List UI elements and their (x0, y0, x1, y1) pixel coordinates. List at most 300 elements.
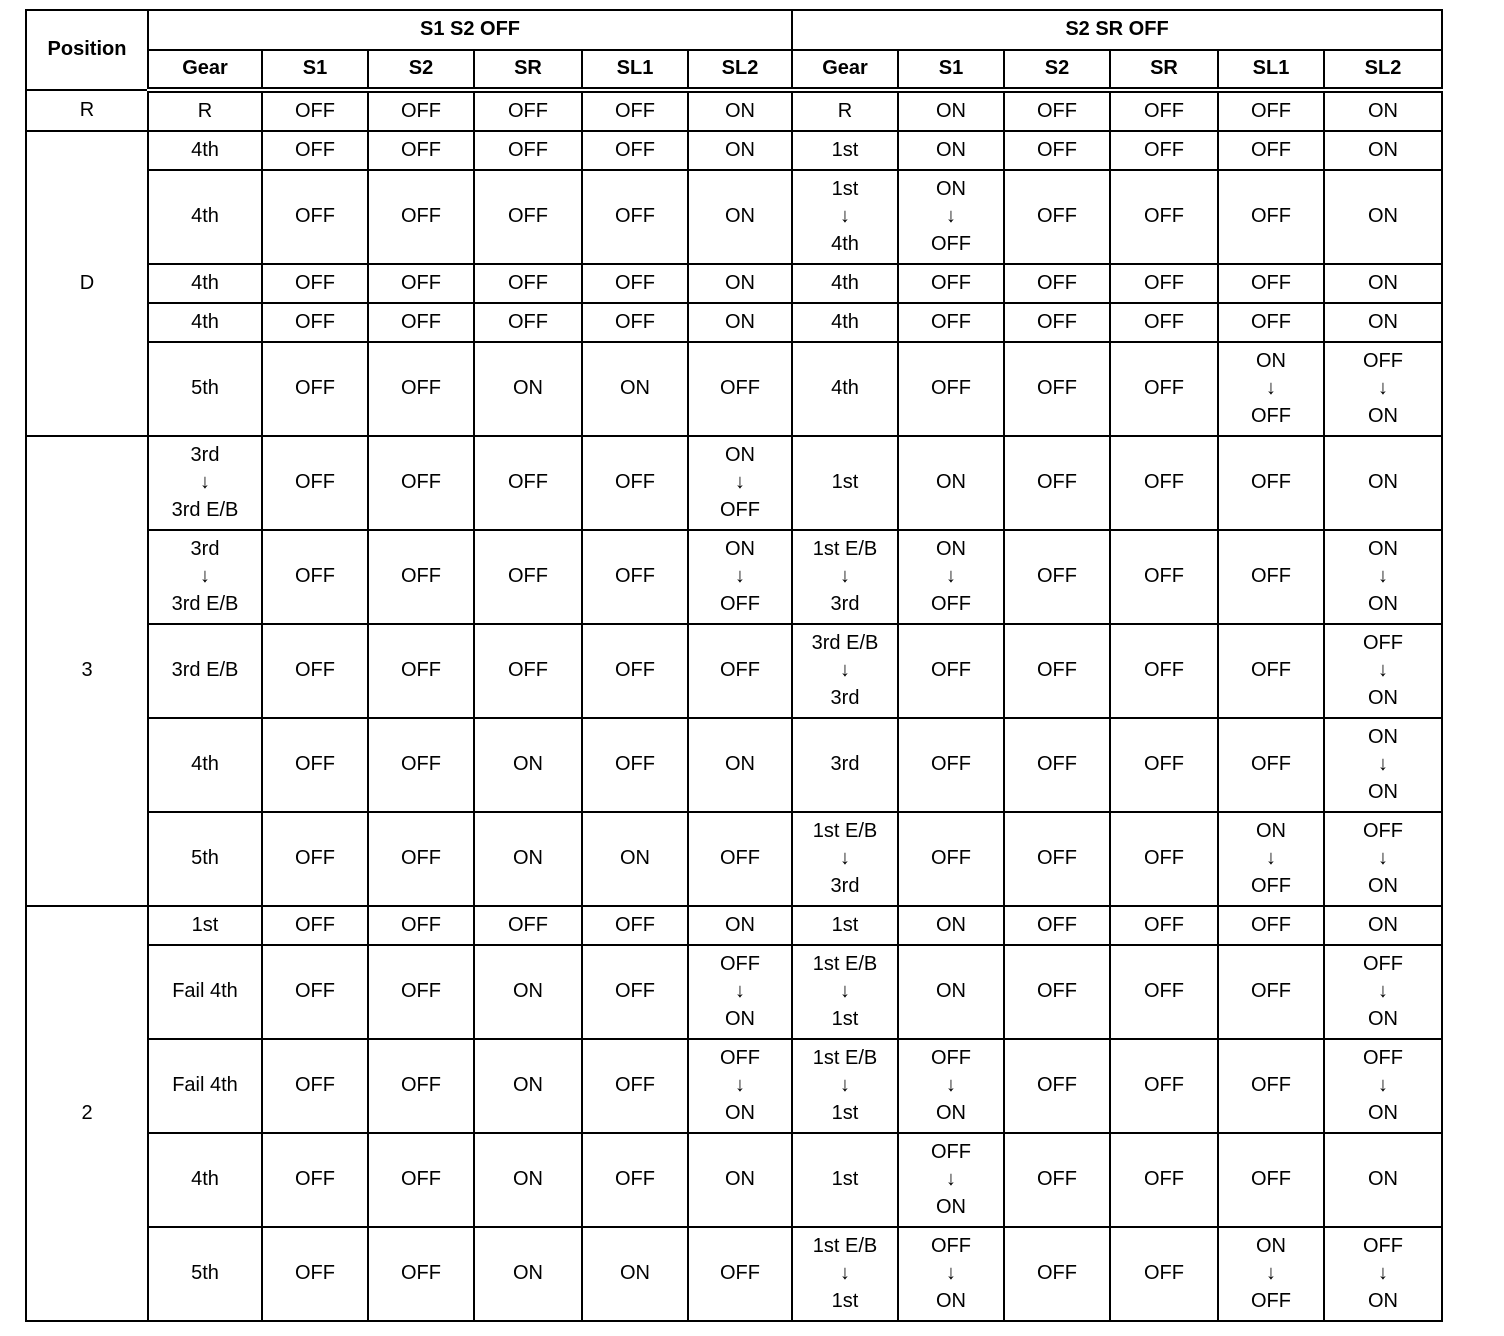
g1-sl1-cell: OFF (582, 906, 688, 945)
g1-sr-cell: OFF (474, 436, 582, 530)
g2-sl2-cell (1324, 1227, 1442, 1321)
header-group-s2-sr-off: S2 SR OFF (792, 10, 1442, 50)
arrow-down-icon: ↓ (735, 980, 745, 1003)
g2-gear-cell: 4th (792, 303, 898, 342)
arrow-down-icon: ↓ (1378, 377, 1388, 400)
g2-gear-cell (792, 624, 898, 718)
g2-gear-cell (792, 812, 898, 906)
g1-sl2-cell: ON (688, 718, 792, 812)
g1-s1-cell: OFF (262, 1133, 368, 1227)
g1-sr-cell: ON (474, 945, 582, 1039)
g1-gear-cell: Fail 4th (148, 1039, 262, 1133)
transition-from: 1st (831, 177, 859, 200)
g2-sl2-cell: ON (1324, 436, 1442, 530)
g2-s1-cell (898, 170, 1004, 264)
table-row (26, 718, 1442, 812)
g1-gear-cell: 4th (148, 170, 262, 264)
transition-from: OFF (1363, 1234, 1403, 1257)
g2-sr-cell: OFF (1110, 264, 1218, 303)
g2-s2-cell: OFF (1004, 342, 1110, 436)
g2-sl2-cell (1324, 1039, 1442, 1133)
transition-from: ON (1256, 819, 1286, 842)
g1-s2-cell: OFF (368, 131, 474, 170)
g2-gear-cell (792, 1227, 898, 1321)
g2-sl1-cell (1218, 1227, 1324, 1321)
transition-from: OFF (931, 1046, 971, 1069)
g1-sr-cell: OFF (474, 530, 582, 624)
transition-to: 3rd (830, 874, 860, 897)
header-col-s1: S1 (898, 50, 1004, 90)
g2-sl1-cell: OFF (1218, 131, 1324, 170)
g2-sl2-cell: ON (1324, 1133, 1442, 1227)
g2-s1-cell: OFF (898, 718, 1004, 812)
g2-s2-cell: OFF (1004, 530, 1110, 624)
table-row (26, 1039, 1442, 1133)
g1-s1-cell: OFF (262, 906, 368, 945)
transition-from: ON (725, 443, 755, 466)
g2-s1-cell: ON (898, 906, 1004, 945)
transition-to: ON (725, 1101, 755, 1124)
transition-to: OFF (1251, 874, 1291, 897)
table-row (26, 624, 1442, 718)
g2-sl1-cell: OFF (1218, 264, 1324, 303)
g2-s1-cell: ON (898, 131, 1004, 170)
g1-s2-cell: OFF (368, 90, 474, 131)
g1-sr-cell: ON (474, 342, 582, 436)
g2-sl1-cell: OFF (1218, 1133, 1324, 1227)
g2-sl1-cell (1218, 342, 1324, 436)
header-col-s2: S2 (1004, 50, 1110, 90)
transition-to: ON (1368, 874, 1398, 897)
g2-sl1-cell: OFF (1218, 170, 1324, 264)
g1-sl1-cell: OFF (582, 1039, 688, 1133)
g2-sl2-cell: ON (1324, 131, 1442, 170)
g2-sl2-cell: ON (1324, 264, 1442, 303)
transition-to: ON (1368, 780, 1398, 803)
transition-from: ON (1256, 1234, 1286, 1257)
g2-sl2-cell: ON (1324, 906, 1442, 945)
g1-s1-cell: OFF (262, 1227, 368, 1321)
g1-s2-cell: OFF (368, 906, 474, 945)
g1-sl2-cell: OFF (688, 1227, 792, 1321)
arrow-down-icon: ↓ (1378, 565, 1388, 588)
g1-sl2-cell: ON (688, 170, 792, 264)
table-row (26, 342, 1442, 436)
g2-sl2-cell: ON (1324, 90, 1442, 131)
g2-gear-cell: 3rd (792, 718, 898, 812)
transition-from: 1st E/B (812, 1046, 878, 1069)
g1-sl2-cell: OFF (688, 812, 792, 906)
transition-to: 3rd E/B (171, 592, 239, 615)
arrow-down-icon: ↓ (946, 1168, 956, 1191)
transition-from: OFF (1363, 1046, 1403, 1069)
table-row (26, 131, 1442, 170)
g2-gear-cell: 1st (792, 436, 898, 530)
g1-s1-cell: OFF (262, 945, 368, 1039)
g1-s2-cell: OFF (368, 436, 474, 530)
g1-sr-cell: OFF (474, 624, 582, 718)
header-col-sr: SR (474, 50, 582, 90)
g2-sr-cell: OFF (1110, 1227, 1218, 1321)
g1-sl1-cell: OFF (582, 90, 688, 131)
g2-sr-cell: OFF (1110, 170, 1218, 264)
g2-s2-cell: OFF (1004, 906, 1110, 945)
arrow-down-icon: ↓ (1266, 1262, 1276, 1285)
g1-gear-cell: 4th (148, 718, 262, 812)
g2-s2-cell: OFF (1004, 90, 1110, 131)
g2-s2-cell: OFF (1004, 131, 1110, 170)
header-position: Position (26, 10, 148, 90)
g1-sl2-cell: ON (688, 1133, 792, 1227)
transition-to: 3rd (830, 686, 860, 709)
g1-sr-cell: OFF (474, 303, 582, 342)
transition-to: ON (1368, 686, 1398, 709)
g1-sl1-cell: OFF (582, 131, 688, 170)
g1-sl2-cell: ON (688, 131, 792, 170)
g1-gear-cell: 5th (148, 812, 262, 906)
transition-to: OFF (1251, 1289, 1291, 1312)
transition-from: ON (936, 177, 966, 200)
transition-to: 3rd E/B (171, 498, 239, 521)
g2-gear-cell (792, 1039, 898, 1133)
g1-s1-cell: OFF (262, 718, 368, 812)
arrow-down-icon: ↓ (1378, 1074, 1388, 1097)
g2-s2-cell: OFF (1004, 170, 1110, 264)
transition-from: OFF (1363, 819, 1403, 842)
g1-sl1-cell: OFF (582, 530, 688, 624)
g1-s2-cell: OFF (368, 342, 474, 436)
g1-s2-cell: OFF (368, 812, 474, 906)
table-row (26, 812, 1442, 906)
table-row (26, 1227, 1442, 1321)
header-col-gear: Gear (148, 50, 262, 90)
arrow-down-icon: ↓ (946, 1074, 956, 1097)
transition-to: 3rd (830, 592, 860, 615)
g1-gear-cell: 4th (148, 1133, 262, 1227)
g2-sl1-cell: OFF (1218, 530, 1324, 624)
arrow-down-icon: ↓ (840, 205, 850, 228)
g2-s1-cell: OFF (898, 342, 1004, 436)
transition-from: OFF (1363, 631, 1403, 654)
g2-s2-cell: OFF (1004, 1227, 1110, 1321)
arrow-down-icon: ↓ (946, 565, 956, 588)
header-col-sl1: SL1 (582, 50, 688, 90)
transition-to: OFF (720, 592, 760, 615)
g1-s2-cell: OFF (368, 1227, 474, 1321)
g1-s2-cell: OFF (368, 718, 474, 812)
table-row (26, 303, 1442, 342)
g1-s1-cell: OFF (262, 264, 368, 303)
header-group-s1-s2-off: S1 S2 OFF (148, 10, 792, 50)
g1-s1-cell: OFF (262, 131, 368, 170)
g2-s1-cell (898, 1227, 1004, 1321)
g1-gear-cell: 3rd E/B (148, 624, 262, 718)
g1-gear-cell: 4th (148, 264, 262, 303)
transition-from: 1st E/B (812, 952, 878, 975)
arrow-down-icon: ↓ (946, 205, 956, 228)
g2-gear-cell (792, 530, 898, 624)
transition-to: ON (936, 1289, 966, 1312)
transition-from: ON (1368, 537, 1398, 560)
transition-from: 1st E/B (812, 1234, 878, 1257)
transition-from: OFF (1363, 349, 1403, 372)
g2-s2-cell: OFF (1004, 945, 1110, 1039)
table-row (26, 264, 1442, 303)
g2-sl1-cell: OFF (1218, 945, 1324, 1039)
g2-sl1-cell: OFF (1218, 303, 1324, 342)
transition-to: ON (1368, 1007, 1398, 1030)
g2-s2-cell: OFF (1004, 303, 1110, 342)
arrow-down-icon: ↓ (1266, 377, 1276, 400)
table-row (26, 436, 1442, 530)
g1-gear-cell: R (148, 90, 262, 131)
g2-s1-cell (898, 530, 1004, 624)
transition-from: 3rd (190, 443, 220, 466)
g2-sl1-cell: OFF (1218, 1039, 1324, 1133)
g2-sl2-cell (1324, 812, 1442, 906)
g2-sl1-cell: OFF (1218, 718, 1324, 812)
transition-to: ON (725, 1007, 755, 1030)
header-col-sr: SR (1110, 50, 1218, 90)
g1-s1-cell: OFF (262, 90, 368, 131)
transition-from: ON (936, 537, 966, 560)
g2-sr-cell: OFF (1110, 1039, 1218, 1133)
g2-s2-cell: OFF (1004, 436, 1110, 530)
g1-s1-cell: OFF (262, 530, 368, 624)
transition-to: ON (1368, 404, 1398, 427)
g1-sr-cell: OFF (474, 90, 582, 131)
arrow-down-icon: ↓ (840, 1074, 850, 1097)
g1-s2-cell: OFF (368, 303, 474, 342)
g1-s2-cell: OFF (368, 170, 474, 264)
g2-sr-cell: OFF (1110, 718, 1218, 812)
g2-s1-cell (898, 1039, 1004, 1133)
g2-s1-cell: ON (898, 90, 1004, 131)
g2-sl2-cell (1324, 945, 1442, 1039)
arrow-down-icon: ↓ (1378, 659, 1388, 682)
transition-from: OFF (931, 1140, 971, 1163)
g2-s2-cell: OFF (1004, 264, 1110, 303)
g2-sr-cell: OFF (1110, 90, 1218, 131)
arrow-down-icon: ↓ (840, 565, 850, 588)
g1-sl1-cell: OFF (582, 436, 688, 530)
g1-sr-cell: ON (474, 812, 582, 906)
g1-sl2-cell (688, 945, 792, 1039)
g1-sr-cell: ON (474, 1227, 582, 1321)
g2-sl1-cell: OFF (1218, 906, 1324, 945)
transition-to: ON (936, 1101, 966, 1124)
g2-sr-cell: OFF (1110, 812, 1218, 906)
g2-sr-cell: OFF (1110, 530, 1218, 624)
g2-gear-cell: 4th (792, 342, 898, 436)
g1-sl2-cell: ON (688, 906, 792, 945)
g1-s1-cell: OFF (262, 303, 368, 342)
g2-s2-cell: OFF (1004, 718, 1110, 812)
transition-to: 1st (831, 1289, 859, 1312)
g2-s1-cell: OFF (898, 303, 1004, 342)
position-cell: 2 (26, 906, 148, 1321)
g1-s2-cell: OFF (368, 264, 474, 303)
g2-sl1-cell (1218, 812, 1324, 906)
header-col-s1: S1 (262, 50, 368, 90)
g1-sl1-cell: OFF (582, 264, 688, 303)
g2-sr-cell: OFF (1110, 131, 1218, 170)
g1-s2-cell: OFF (368, 530, 474, 624)
g1-s2-cell: OFF (368, 1133, 474, 1227)
g2-s2-cell: OFF (1004, 1039, 1110, 1133)
g1-gear-cell: Fail 4th (148, 945, 262, 1039)
g1-s1-cell: OFF (262, 170, 368, 264)
g2-s1-cell: ON (898, 436, 1004, 530)
g1-s1-cell: OFF (262, 342, 368, 436)
g1-sl1-cell: OFF (582, 303, 688, 342)
table-row (26, 906, 1442, 945)
g2-gear-cell: 1st (792, 906, 898, 945)
arrow-down-icon: ↓ (1378, 980, 1388, 1003)
g1-s2-cell: OFF (368, 624, 474, 718)
arrow-down-icon: ↓ (840, 980, 850, 1003)
g1-sl2-cell (688, 436, 792, 530)
arrow-down-icon: ↓ (946, 1262, 956, 1285)
table-row (26, 945, 1442, 1039)
g1-sl2-cell: ON (688, 90, 792, 131)
g2-s2-cell: OFF (1004, 812, 1110, 906)
g2-gear-cell: 1st (792, 131, 898, 170)
table-row (26, 90, 1442, 131)
g2-sr-cell: OFF (1110, 342, 1218, 436)
g1-sl1-cell: ON (582, 1227, 688, 1321)
g2-sr-cell: OFF (1110, 624, 1218, 718)
g1-sr-cell: OFF (474, 131, 582, 170)
g2-sr-cell: OFF (1110, 436, 1218, 530)
g1-sl2-cell: ON (688, 264, 792, 303)
transition-from: OFF (720, 952, 760, 975)
g1-sl2-cell (688, 1039, 792, 1133)
g1-s2-cell: OFF (368, 1039, 474, 1133)
header-col-sl2: SL2 (1324, 50, 1442, 90)
position-cell: R (26, 90, 148, 131)
g1-sl2-cell: OFF (688, 624, 792, 718)
g2-sl2-cell (1324, 718, 1442, 812)
solenoid-fail-safe-table (25, 9, 1443, 1322)
g2-sl1-cell: OFF (1218, 90, 1324, 131)
transition-to: 4th (831, 232, 859, 255)
g1-s1-cell: OFF (262, 812, 368, 906)
transition-from: OFF (1363, 952, 1403, 975)
transition-to: OFF (720, 498, 760, 521)
g2-sr-cell: OFF (1110, 906, 1218, 945)
g1-sr-cell: ON (474, 1133, 582, 1227)
g1-gear-cell: 4th (148, 303, 262, 342)
g1-sl1-cell: ON (582, 812, 688, 906)
table-row (26, 1133, 1442, 1227)
arrow-down-icon: ↓ (735, 471, 745, 494)
arrow-down-icon: ↓ (1378, 847, 1388, 870)
transition-from: 1st E/B (812, 819, 878, 842)
header-col-s2: S2 (368, 50, 474, 90)
g2-s1-cell: ON (898, 945, 1004, 1039)
table-row (26, 170, 1442, 264)
g2-s1-cell (898, 1133, 1004, 1227)
arrow-down-icon: ↓ (840, 1262, 850, 1285)
g2-gear-cell (792, 170, 898, 264)
g2-gear-cell: R (792, 90, 898, 131)
g2-gear-cell: 4th (792, 264, 898, 303)
position-cell: D (26, 131, 148, 436)
arrow-down-icon: ↓ (840, 659, 850, 682)
g1-gear-cell (148, 530, 262, 624)
g1-s1-cell: OFF (262, 1039, 368, 1133)
g1-sr-cell: ON (474, 1039, 582, 1133)
header-col-sl2: SL2 (688, 50, 792, 90)
g2-s1-cell: OFF (898, 264, 1004, 303)
g2-s2-cell: OFF (1004, 624, 1110, 718)
g2-sr-cell: OFF (1110, 303, 1218, 342)
g1-gear-cell: 4th (148, 131, 262, 170)
g1-sl1-cell: OFF (582, 624, 688, 718)
g2-sr-cell: OFF (1110, 1133, 1218, 1227)
transition-from: ON (1368, 725, 1398, 748)
transition-from: ON (1256, 349, 1286, 372)
transition-to: ON (936, 1195, 966, 1218)
arrow-down-icon: ↓ (1378, 753, 1388, 776)
transition-to: OFF (931, 592, 971, 615)
g1-sl1-cell: OFF (582, 945, 688, 1039)
g2-s1-cell: OFF (898, 624, 1004, 718)
transition-from: 3rd E/B (811, 631, 879, 654)
transition-to: ON (1368, 592, 1398, 615)
transition-to: OFF (1251, 404, 1291, 427)
g1-gear-cell: 5th (148, 342, 262, 436)
g2-sl2-cell (1324, 530, 1442, 624)
table-body (26, 90, 1442, 1321)
g1-sr-cell: OFF (474, 906, 582, 945)
g1-s1-cell: OFF (262, 436, 368, 530)
transition-to: 1st (831, 1007, 859, 1030)
g1-sl1-cell: OFF (582, 170, 688, 264)
g1-gear-cell: 1st (148, 906, 262, 945)
arrow-down-icon: ↓ (1378, 1262, 1388, 1285)
g1-sl2-cell: OFF (688, 342, 792, 436)
g2-sl2-cell (1324, 624, 1442, 718)
g2-sl2-cell: ON (1324, 303, 1442, 342)
table-row (26, 530, 1442, 624)
g2-sl1-cell: OFF (1218, 436, 1324, 530)
transition-to: ON (1368, 1101, 1398, 1124)
g1-sl1-cell: OFF (582, 718, 688, 812)
g2-gear-cell: 1st (792, 1133, 898, 1227)
table-header (26, 10, 1442, 90)
header-col-sl1: SL1 (1218, 50, 1324, 90)
g1-sl1-cell: OFF (582, 1133, 688, 1227)
g1-gear-cell (148, 436, 262, 530)
arrow-down-icon: ↓ (735, 1074, 745, 1097)
header-col-gear: Gear (792, 50, 898, 90)
g2-gear-cell (792, 945, 898, 1039)
g2-sr-cell: OFF (1110, 945, 1218, 1039)
transition-from: 1st E/B (812, 537, 878, 560)
g1-sr-cell: ON (474, 718, 582, 812)
g1-gear-cell: 5th (148, 1227, 262, 1321)
arrow-down-icon: ↓ (200, 565, 210, 588)
arrow-down-icon: ↓ (735, 565, 745, 588)
arrow-down-icon: ↓ (1266, 847, 1276, 870)
arrow-down-icon: ↓ (200, 471, 210, 494)
transition-from: OFF (931, 1234, 971, 1257)
arrow-down-icon: ↓ (840, 847, 850, 870)
g1-sr-cell: OFF (474, 264, 582, 303)
g1-sr-cell: OFF (474, 170, 582, 264)
